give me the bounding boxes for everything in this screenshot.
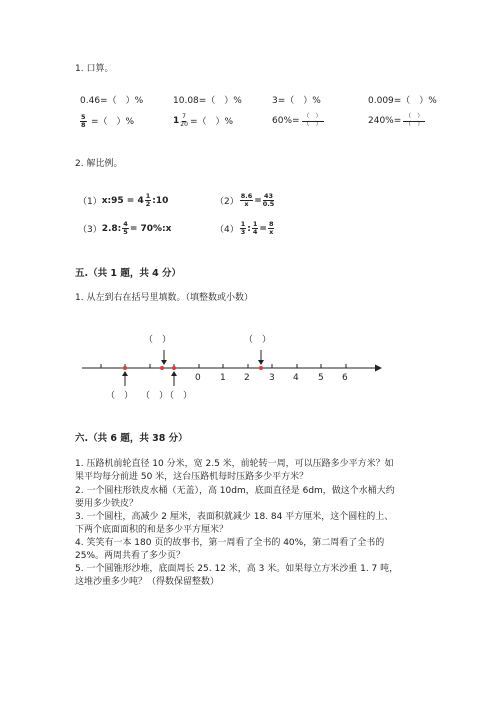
tick-label: 3 (269, 373, 275, 383)
proportion-4: （4） 1 3 : $\frac{1}{4}$ = $\frac{8}{x}$ (215, 220, 274, 236)
section-2-title: 2. 解比例。 (75, 159, 123, 169)
section-6-heading: 六.（共 6 题，共 38 分） (75, 433, 188, 444)
marked-point (160, 366, 164, 370)
percent-fraction: 60%= （ ） （ ） (272, 113, 322, 128)
arrowhead (258, 360, 264, 365)
problem-line: 2. 一个圆柱形铁皮水桶（无盖），高 10dm，底面直径是 6dm，做这个水桶大约 (75, 486, 395, 496)
percent-fraction: 240%= （ ） （ ） (368, 113, 424, 128)
tick-label: 6 (342, 373, 348, 383)
arrowhead (122, 371, 128, 376)
blank-below: （ ） (165, 391, 193, 401)
proportion-2: （2） $\frac{8.6}{x}$ = $\frac{43}{0.5}$ (215, 192, 275, 208)
mental-math-item: 3=（ ）% (272, 96, 321, 106)
marked-point (123, 366, 127, 370)
section-5-question: 1. 从左到右在括号里填数。（填整数或小数） (75, 293, 253, 303)
tick-label: 5 (318, 373, 324, 383)
mental-math-item: 0.009=（ ）% (368, 96, 437, 106)
marked-point (259, 366, 263, 370)
section-1-title: 1. 口算。 (75, 64, 114, 74)
mental-math-item: 10.08=（ ）% (173, 96, 242, 106)
fraction: $\frac{5}{8}$ (81, 113, 86, 129)
problem-line: 5. 一个圆锥形沙堆，底面周长 25. 12 米，高 3 米。如果每立方米沙重 1. 7 吨， (75, 564, 399, 574)
number-line-arrowhead (375, 365, 382, 372)
tick-label: 1 (220, 373, 226, 383)
mental-math-item: =（ ）% (91, 117, 135, 127)
section-5-heading: 五.（共 1 题，共 4 分） (75, 268, 182, 279)
marked-point (172, 366, 176, 370)
proportion-3: （3） 2.8: $\frac{4}{5}$ = 70%:x (78, 220, 172, 236)
problem-line: 3. 一个圆柱，高减少 2 厘米，表面积就减少 18. 84 平方厘米，这个圆柱的上、 (75, 512, 394, 522)
mental-math-item: =（ ）% (190, 117, 234, 127)
tick-label: 0 (195, 373, 201, 383)
blank-below: （ ） (106, 391, 134, 401)
problem-line: 果平均每分前进 50 米，这台压路机每时压路多少平方米？ (75, 472, 309, 482)
proportion-1: （1） x:95 = 4 1 2 :10 (78, 192, 169, 208)
tick-label: 2 (244, 373, 250, 383)
problem-line: 4. 笑笑有一本 180 页的故事书，第一周看了全书的 40%，第二周看了全书的 (75, 538, 385, 548)
arrowhead (161, 360, 167, 365)
mixed-number: 1 7 20 (173, 113, 188, 128)
arrowhead (171, 371, 177, 376)
tick-label: 4 (293, 373, 299, 383)
problem-line: 这堆沙重多少吨？（得数保留整数） (75, 577, 220, 587)
problem-line: 要用多少铁皮？ (75, 499, 139, 509)
blank-above: （ ） (144, 335, 172, 345)
problem-line: 下两个底面面积的和是多少平方厘米？ (75, 525, 229, 535)
problem-line: 25%。两周共看了多少页？ (75, 551, 186, 561)
problem-line: 1. 压路机前轮直径 10 分米，宽 2.5 米，前轮转一周，可以压路多少平方米？如 (75, 459, 394, 469)
mental-math-item: 0.46=（ ）% (80, 96, 144, 106)
blank-below: （ ） (141, 391, 169, 401)
blank-above: （ ） (244, 335, 272, 345)
